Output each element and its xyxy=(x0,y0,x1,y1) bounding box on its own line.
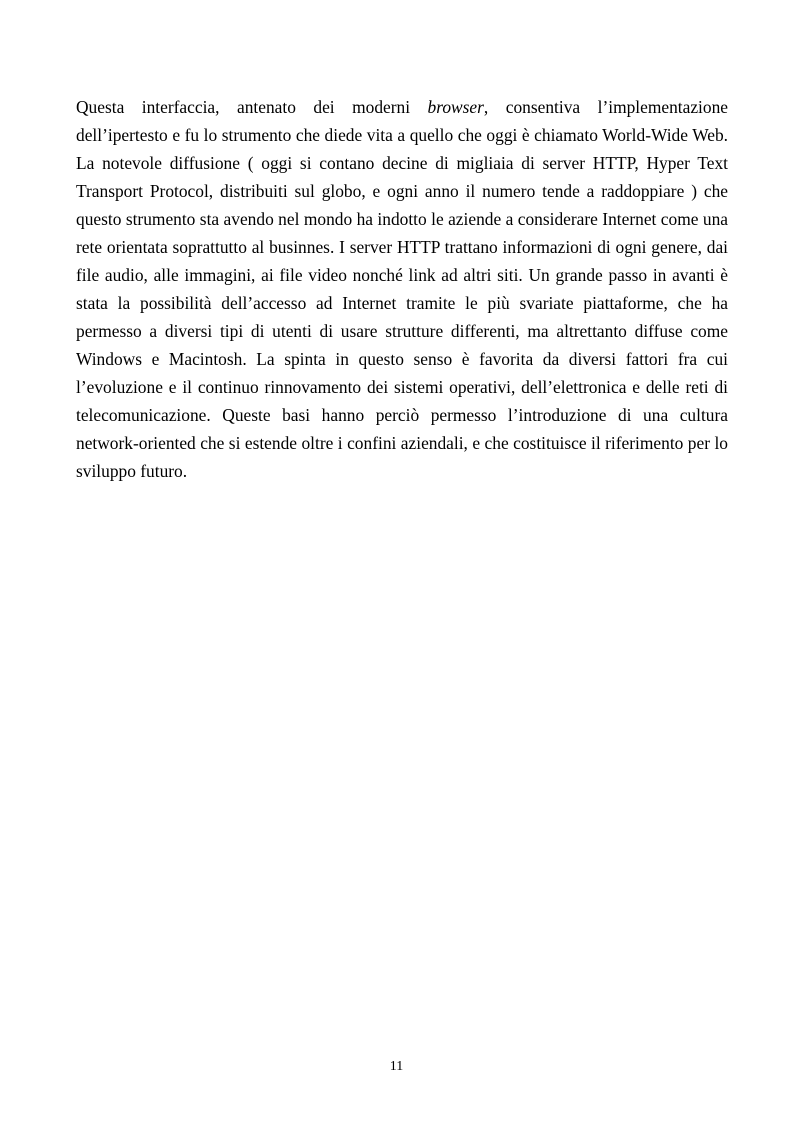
paragraph-text-start: Questa interfaccia, antenato dei moderni xyxy=(76,97,428,117)
page-number: 11 xyxy=(389,1059,404,1074)
body-paragraph xyxy=(76,93,728,485)
paragraph-text-rest: , consentiva l’implementazione dell’ipertesto e fu lo strumento che diede vita a quello che oggi è chiamato World-Wide Web. La notevole diffusione ( oggi si contano decine di migliaia di server HTTP, Hyper Text Transport Protocol, distribuiti sul globo, e ogni anno il numero tende a raddoppiare ) che questo strumento sta avendo nel mondo ha indotto le aziende a considerare Internet come una rete orientata soprattutto al businnes. I server HTTP trattano informazioni di ogni genere, dai file audio, alle immagini, ai file video nonché link ad altri siti. Un grande passo in avanti è stata la possibilità dell’accesso ad Internet tramite le più svariate piattaforme, che ha permesso a diversi tipi di utenti di usare strutture differenti, ma altrettanto diffuse come Windows e Macintosh. La spinta in questo senso è favorita da diversi fattori fra cui l’evoluzione e il continuo rinnovamento dei sistemi operativi, dell’elettronica e delle reti di telecomunicazione. Queste basi hanno perciò permesso l’introduzione di una cultura network-oriented che si estende oltre i confini aziendali, e che costituisce il riferimento per lo sviluppo futuro. xyxy=(76,97,728,481)
italic-term-browser: browser xyxy=(427,97,484,117)
